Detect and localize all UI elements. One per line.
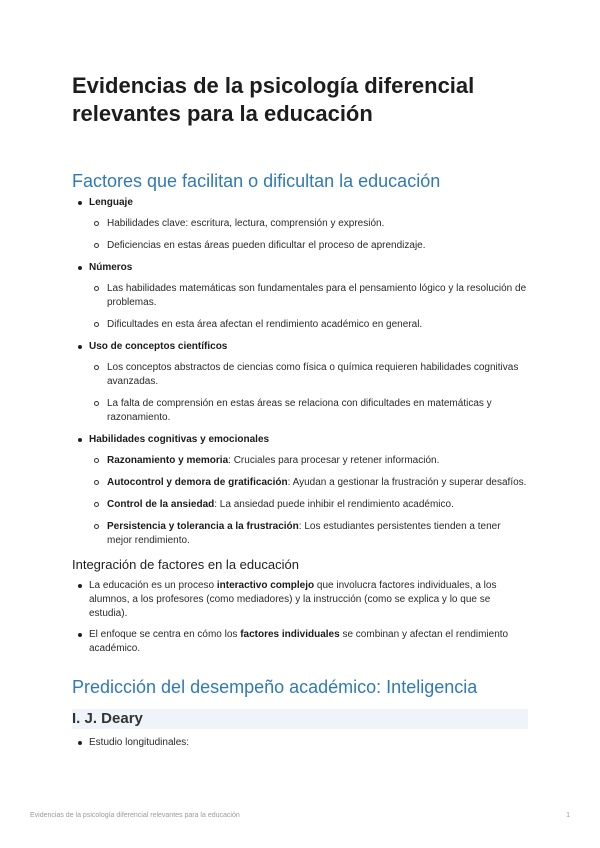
text-run: El enfoque se centra en cómo los bbox=[89, 629, 241, 640]
section-heading-prediccion: Predicción del desempeño académico: Inteligencia bbox=[72, 677, 478, 697]
sub-item-text: : La ansiedad puede inhibir el rendimiento académico. bbox=[214, 499, 454, 510]
sub-item: Las habilidades matemáticas son fundamentales para el pensamiento lógico y la resolución de problemas. bbox=[89, 282, 528, 310]
page-number: 1 bbox=[566, 812, 570, 819]
list-item-label: Uso de conceptos científicos bbox=[89, 341, 228, 352]
sub-item bbox=[89, 520, 528, 548]
subheading-deary: I. J. Deary bbox=[72, 710, 143, 727]
sub-item-text: : Ayudan a gestionar la frustración y superar desafíos. bbox=[287, 477, 527, 488]
list-item-label: Lenguaje bbox=[89, 197, 133, 208]
footer-title: Evidencias de la psicología diferencial relevantes para la educación bbox=[30, 812, 240, 819]
integracion-list bbox=[72, 579, 528, 663]
list-item bbox=[72, 579, 528, 621]
text-bold: interactivo complejo bbox=[216, 580, 315, 591]
list-item: Estudio longitudinales: bbox=[72, 736, 528, 750]
sub-item bbox=[89, 454, 528, 468]
text-run: que involucra factores individuales, a los alumnos, a los profesores (como mediadores) y la instrucción (como se explica y lo que se estudia). bbox=[89, 580, 497, 619]
section-heading-factores: Factores que facilitan o dificultan la educación bbox=[72, 171, 441, 191]
list-item-label: Números bbox=[89, 262, 133, 273]
text-bold: factores individuales bbox=[240, 629, 340, 640]
sub-item-bold: Autocontrol y demora de gratificación bbox=[107, 477, 288, 488]
sub-item-bold: Razonamiento y memoria bbox=[107, 455, 229, 466]
text-run: se combinan y afectan el rendimiento académico. bbox=[89, 629, 509, 654]
factores-list bbox=[72, 196, 528, 556]
sub-item-text: : Los estudiantes persistentes tienden a tener mejor rendimiento. bbox=[107, 521, 501, 546]
deary-list bbox=[72, 736, 528, 757]
list-item-lenguaje bbox=[72, 196, 528, 253]
list-item-conceptos-cientificos bbox=[72, 340, 528, 425]
sub-item: Deficiencias en estas áreas pueden dificultar el proceso de aprendizaje. bbox=[89, 239, 528, 253]
list-item-label: Habilidades cognitivas y emocionales bbox=[89, 434, 270, 445]
sub-item-bold: Persistencia y tolerancia a la frustración bbox=[107, 521, 299, 532]
list-item-numeros bbox=[72, 261, 528, 332]
list-item bbox=[72, 628, 528, 656]
text-run: La educación es un proceso bbox=[89, 580, 217, 591]
sub-item: Habilidades clave: escritura, lectura, comprensión y expresión. bbox=[89, 217, 528, 231]
page-footer bbox=[30, 812, 570, 824]
sub-item: La falta de comprensión en estas áreas se relaciona con dificultades en matemáticas y razonamiento. bbox=[89, 397, 528, 425]
sub-item-bold: Control de la ansiedad bbox=[107, 499, 215, 510]
sub-item-text: : Cruciales para procesar y retener información. bbox=[228, 455, 440, 466]
list-item-habilidades bbox=[72, 433, 528, 548]
page-title: Evidencias de la psicología diferencial relevantes para la educación bbox=[72, 73, 475, 126]
sub-item: Dificultades en esta área afectan el rendimiento académico en general. bbox=[89, 318, 528, 332]
subsection-heading-integracion: Integración de factores en la educación bbox=[72, 557, 299, 572]
sub-item: Los conceptos abstractos de ciencias como física o química requieren habilidades cognitivas avanzadas. bbox=[89, 361, 528, 389]
subheading-bar bbox=[72, 709, 528, 729]
sub-item bbox=[89, 476, 528, 490]
sub-item bbox=[89, 498, 528, 512]
